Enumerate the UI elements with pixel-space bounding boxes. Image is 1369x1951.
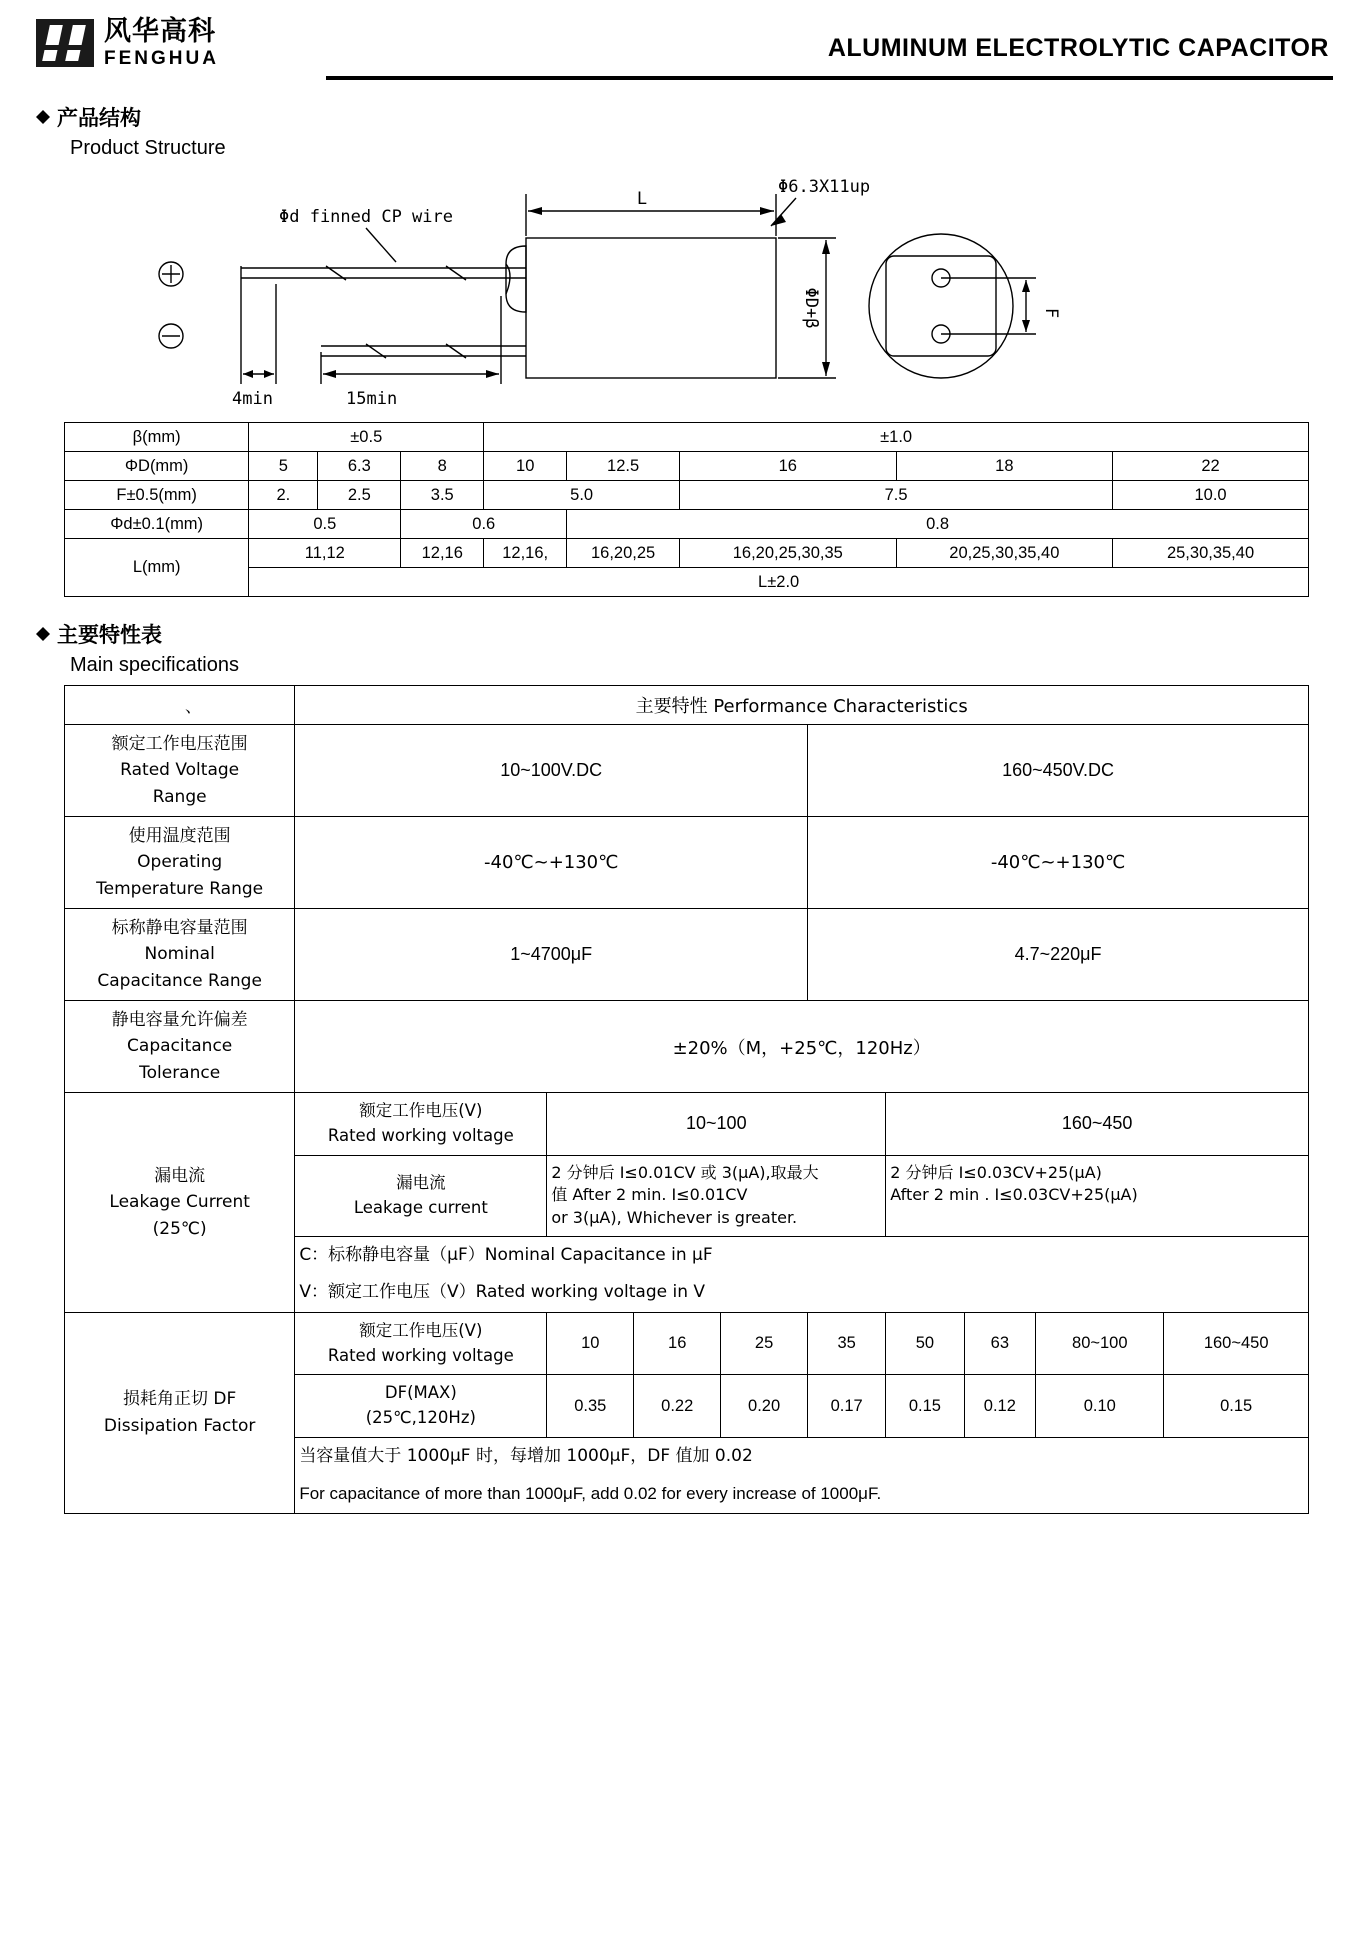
- sublabel-leakage-current: [295, 1155, 547, 1236]
- dimension-table: [64, 422, 1309, 597]
- page-title: ALUMINUM ELECTROLYTIC CAPACITOR: [827, 34, 1329, 62]
- capacitor-outline-drawing: [36, 166, 1336, 416]
- drawing-label-phi-d: Φd finned CP wire: [279, 207, 453, 227]
- row-label-line: Capacitance Range: [97, 970, 262, 991]
- value-capacitance-low: 1~4700μF: [295, 909, 808, 1001]
- table-row: [65, 725, 1309, 817]
- drawing-label-L: L: [636, 189, 648, 209]
- df-value-cell: 0.10: [1036, 1375, 1164, 1438]
- row-label-operating-temperature: [65, 817, 295, 909]
- dim-cell: 16,20,25: [567, 539, 680, 568]
- row-label-line: (25℃): [152, 1218, 207, 1239]
- df-value-cell: 0.15: [886, 1375, 964, 1438]
- leakage-value-line: After 2 min . I≤0.03CV+25(μA): [890, 1185, 1138, 1205]
- leakage-value-line: or 3(μA), Whichever is greater.: [551, 1208, 798, 1228]
- page-header: [36, 18, 1333, 74]
- table-row: [65, 423, 1309, 452]
- row-label-rated-voltage: [65, 725, 295, 817]
- product-drawing: [36, 166, 1333, 416]
- dim-cell: ±0.5: [249, 423, 484, 452]
- dim-cell: 22: [1113, 452, 1309, 481]
- drawing-label-phiD: ΦD+β: [801, 287, 821, 329]
- table-row: [65, 1001, 1309, 1093]
- dim-cell: 5: [249, 452, 318, 481]
- dim-cell: 2.: [249, 481, 318, 510]
- dim-cell: 12,16: [401, 539, 484, 568]
- table-row: [65, 817, 1309, 909]
- value-temp-high: -40℃~+130℃: [808, 817, 1309, 909]
- row-label-line: 标称静电容量范围: [111, 918, 248, 939]
- header-divider: [326, 76, 1333, 80]
- section-title-cn: 产品结构: [57, 106, 141, 130]
- dim-cell: 6.3: [318, 452, 401, 481]
- dim-cell: 11,12: [249, 539, 401, 568]
- sublabel-df-max: [295, 1375, 547, 1438]
- table-row: [65, 909, 1309, 1001]
- row-label-capacitance-tolerance: [65, 1001, 295, 1093]
- drawing-label-4min: 4min: [232, 389, 273, 409]
- df-voltage-cell: 10: [547, 1312, 634, 1375]
- df-value-cell: 0.12: [964, 1375, 1036, 1438]
- leakage-note-v: V：额定工作电压（V）Rated working voltage in V: [295, 1274, 1309, 1312]
- leakage-voltage-range-low: 10~100: [547, 1093, 886, 1156]
- row-label-line: Nominal: [144, 944, 215, 965]
- drawing-label-F: F: [1041, 307, 1061, 319]
- value-rated-voltage-high: 160~450V.DC: [808, 725, 1309, 817]
- dim-row-head: F±0.5(mm): [65, 481, 249, 510]
- df-value-cell: 0.35: [547, 1375, 634, 1438]
- brand-name-cn: 风华高科: [104, 16, 216, 47]
- value-capacitance-tolerance: ±20%（M，+25℃，120Hz）: [295, 1001, 1309, 1093]
- df-voltage-cell: 50: [886, 1312, 964, 1375]
- row-label-nominal-capacitance: [65, 909, 295, 1001]
- brand-name-en: FENGHUA: [104, 48, 219, 69]
- dim-cell: 25,30,35,40: [1113, 539, 1309, 568]
- section-title-en: Main specifications: [70, 654, 239, 676]
- section-title-cn: 主要特性表: [57, 623, 162, 647]
- table-row: [65, 539, 1309, 568]
- sublabel-df-rated-voltage: [295, 1312, 547, 1375]
- dim-cell-tolerance: L±2.0: [249, 568, 1309, 597]
- dim-cell: 7.5: [680, 481, 1113, 510]
- sublabel-line: Leakage current: [353, 1197, 488, 1217]
- dim-cell: 20,25,30,35,40: [896, 539, 1113, 568]
- df-voltage-cell: 16: [634, 1312, 721, 1375]
- sublabel-line: (25℃,120Hz): [365, 1408, 476, 1428]
- row-label-line: Temperature Range: [96, 878, 264, 899]
- df-note-cn: 当容量值大于 1000μF 时，每增加 1000μF，DF 值加 0.02: [295, 1437, 1309, 1475]
- dim-cell: 16: [680, 452, 897, 481]
- leakage-value-line: 2 分钟后 I≤0.01CV 或 3(μA),取最大: [551, 1162, 819, 1182]
- table-row: [65, 568, 1309, 597]
- df-value-cell: 0.17: [808, 1375, 886, 1438]
- df-value-cell: 0.22: [634, 1375, 721, 1438]
- fenghua-logo-icon: [36, 19, 94, 67]
- row-label-leakage-current: [65, 1093, 295, 1313]
- dim-cell: 0.6: [401, 510, 567, 539]
- sublabel-line: 额定工作电压(V): [359, 1101, 483, 1121]
- table-row: [65, 452, 1309, 481]
- df-voltage-cell: 160~450: [1164, 1312, 1309, 1375]
- dim-cell: 0.5: [249, 510, 401, 539]
- row-label-dissipation-factor: [65, 1312, 295, 1513]
- dim-cell: 10.0: [1113, 481, 1309, 510]
- table-row: [65, 1312, 1309, 1375]
- dim-cell: 18: [896, 452, 1113, 481]
- section-product-structure: [36, 102, 1333, 597]
- section-main-specifications: [36, 619, 1333, 1514]
- section-title-en: Product Structure: [70, 137, 226, 159]
- value-rated-voltage-low: 10~100V.DC: [295, 725, 808, 817]
- dim-cell: 12,16,: [484, 539, 567, 568]
- sublabel-rated-working-voltage: [295, 1093, 547, 1156]
- dim-row-head: Φd±0.1(mm): [65, 510, 249, 539]
- leakage-value-line: 值 After 2 min. I≤0.01CV: [551, 1185, 748, 1205]
- row-label-line: Capacitance: [127, 1036, 233, 1057]
- df-voltage-cell: 25: [721, 1312, 808, 1375]
- leakage-note-c: C：标称静电容量（μF）Nominal Capacitance in μF: [295, 1236, 1309, 1274]
- table-row: [65, 510, 1309, 539]
- row-label-line: 损耗角正切 DF: [123, 1389, 237, 1410]
- dim-cell: 5.0: [484, 481, 680, 510]
- drawing-label-15min: 15min: [346, 389, 398, 409]
- leakage-voltage-range-high: 160~450: [886, 1093, 1309, 1156]
- row-label-line: Rated Voltage: [120, 760, 240, 781]
- sublabel-line: 额定工作电压(V): [359, 1320, 483, 1340]
- performance-characteristics-header: 主要特性 Performance Characteristics: [295, 686, 1309, 725]
- value-capacitance-high: 4.7~220μF: [808, 909, 1309, 1001]
- leakage-value-high: [886, 1155, 1309, 1236]
- row-label-line: Range: [152, 786, 207, 807]
- diamond-bullet-icon: [36, 103, 50, 117]
- dim-cell: ±1.0: [484, 423, 1309, 452]
- sublabel-line: Rated working voltage: [327, 1125, 514, 1145]
- dim-cell: 10: [484, 452, 567, 481]
- df-voltage-cell: 63: [964, 1312, 1036, 1375]
- table-row: [65, 481, 1309, 510]
- dim-row-head: β(mm): [65, 423, 249, 452]
- section-heading-specs: [36, 619, 1333, 649]
- df-value-cell: 0.20: [721, 1375, 808, 1438]
- table-row: [65, 1093, 1309, 1156]
- brand-text: [104, 18, 219, 68]
- leakage-value-low: [547, 1155, 886, 1236]
- dim-cell: 12.5: [567, 452, 680, 481]
- dim-cell: 8: [401, 452, 484, 481]
- row-label-line: Tolerance: [139, 1062, 221, 1083]
- table-row-header: [65, 686, 1309, 725]
- df-voltage-cell: 35: [808, 1312, 886, 1375]
- specification-table: [64, 685, 1309, 1514]
- df-voltage-cell: 80~100: [1036, 1312, 1164, 1375]
- row-label-line: 漏电流: [154, 1165, 206, 1186]
- row-label-line: Leakage Current: [109, 1192, 250, 1213]
- df-value-cell: 0.15: [1164, 1375, 1309, 1438]
- leakage-value-line: 2 分钟后 I≤0.03CV+25(μA): [890, 1162, 1102, 1182]
- row-label-line: Dissipation Factor: [103, 1415, 256, 1436]
- brand-block: [36, 18, 219, 68]
- sublabel-line: Rated working voltage: [327, 1345, 514, 1365]
- dim-row-head: L(mm): [65, 539, 249, 597]
- sublabel-line: DF(MAX): [384, 1383, 457, 1403]
- diamond-bullet-icon: [36, 620, 50, 634]
- corner-mark: 、: [65, 686, 295, 725]
- df-note-en: For capacitance of more than 1000μF, add 0.02 for every increase of 1000μF.: [295, 1475, 1309, 1513]
- value-temp-low: -40℃~+130℃: [295, 817, 808, 909]
- dim-cell: 2.5: [318, 481, 401, 510]
- dim-cell: 0.8: [567, 510, 1309, 539]
- dim-cell: 16,20,25,30,35: [680, 539, 897, 568]
- row-label-line: 额定工作电压范围: [111, 734, 248, 754]
- dim-row-head: ΦD(mm): [65, 452, 249, 481]
- row-label-line: 使用温度范围: [128, 826, 231, 847]
- row-label-line: Operating: [137, 852, 223, 873]
- sublabel-line: 漏电流: [396, 1172, 446, 1192]
- drawing-label-top-right: Φ6.3X11up: [778, 177, 871, 197]
- section-heading-structure: [36, 102, 1333, 132]
- row-label-line: 静电容量允许偏差: [111, 1010, 248, 1031]
- dim-cell: 3.5: [401, 481, 484, 510]
